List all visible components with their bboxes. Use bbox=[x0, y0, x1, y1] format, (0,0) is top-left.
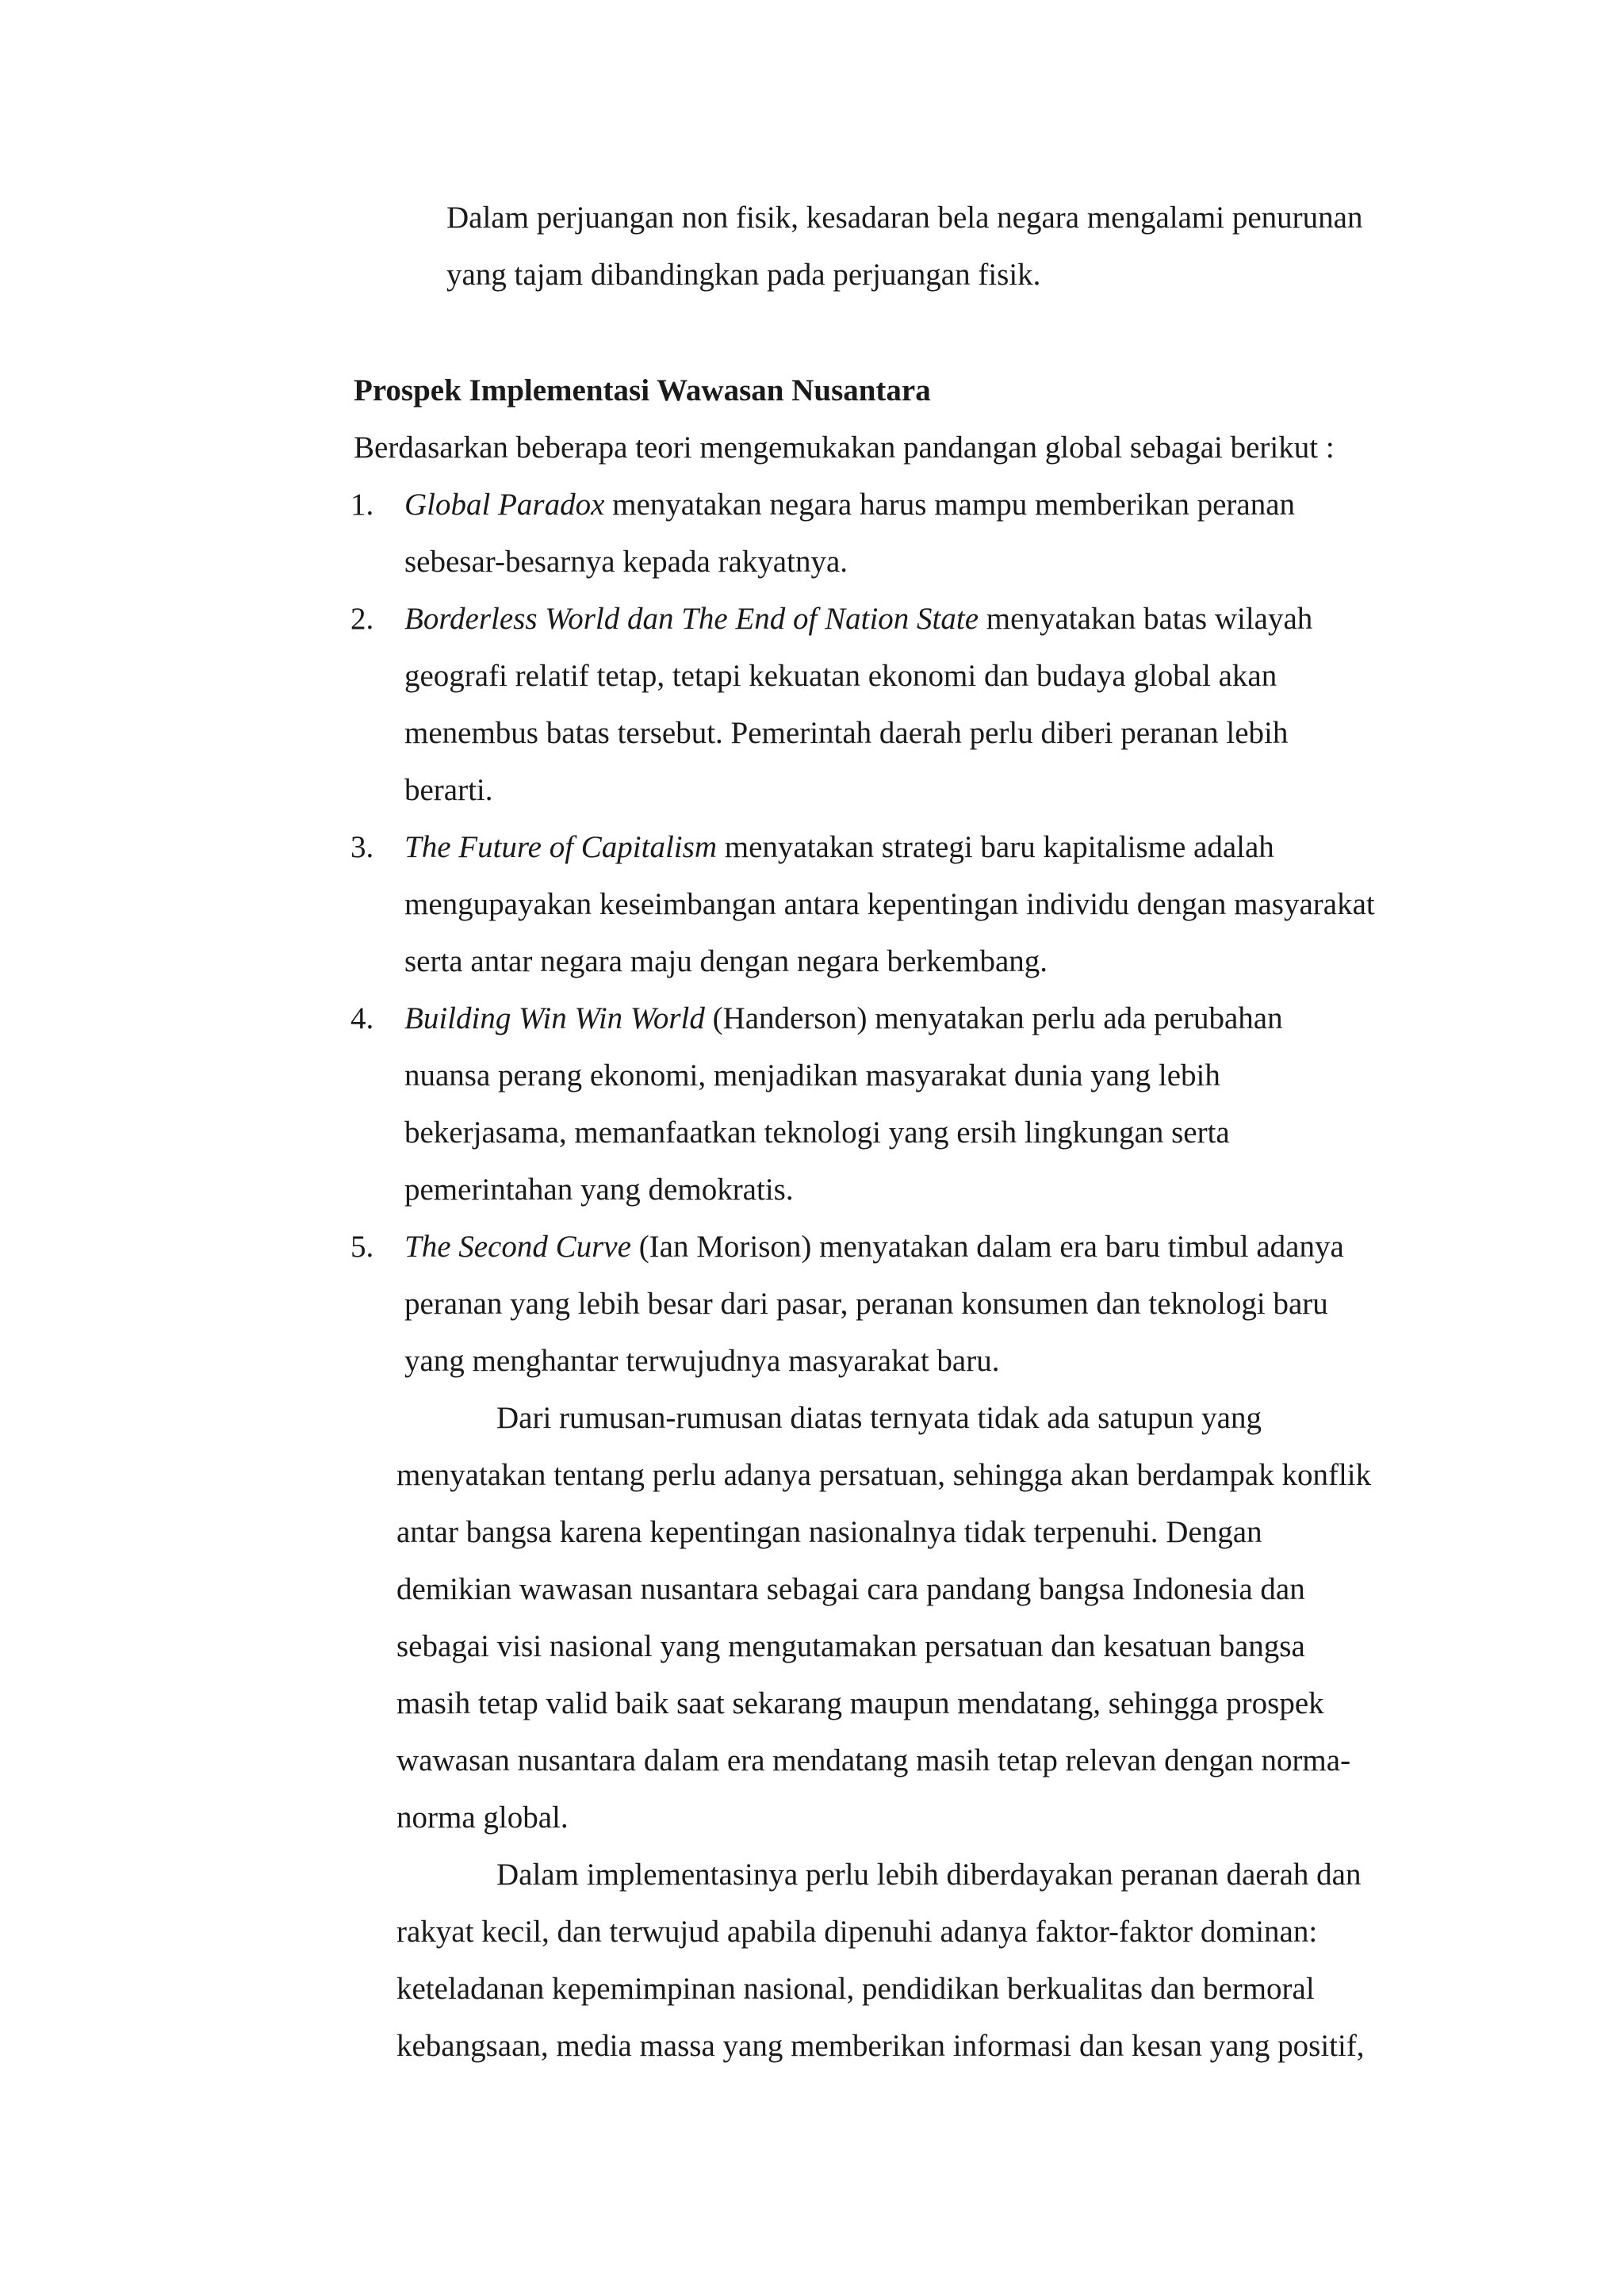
list-item-3-line-1 bbox=[404, 832, 1274, 863]
list-number-5: 5. bbox=[350, 1230, 374, 1264]
list-item-3-line-2: mengupayakan keseimbangan antara kepentingan individu dengan masyarakat bbox=[404, 887, 1375, 921]
list-item-1-line-1 bbox=[404, 489, 1295, 520]
paragraph-1-line-8: norma global. bbox=[396, 1800, 569, 1835]
list-item-5-text: (Ian Morison) menyatakan dalam era baru timbul adanya bbox=[630, 1230, 1344, 1264]
list-item-2-line-4: berarti. bbox=[404, 773, 493, 807]
list-item-4-title: Building Win Win World bbox=[404, 1001, 705, 1035]
list-item-3-text: menyatakan strategi baru kapitalisme adalah bbox=[716, 830, 1274, 864]
paragraph-1-line-7: wawasan nusantara dalam era mendatang masih tetap relevan dengan norma- bbox=[396, 1743, 1351, 1777]
list-item-2-line-3: menembus batas tersebut. Pemerintah daerah perlu diberi peranan lebih bbox=[404, 716, 1289, 750]
paragraph-1-line-3: antar bangsa karena kepentingan nasionalnya tidak terpenuhi. Dengan bbox=[396, 1515, 1262, 1549]
list-item-3-line-3: serta antar negara maju dengan negara berkembang. bbox=[404, 944, 1048, 978]
paragraph-1-line-4: demikian wawasan nusantara sebagai cara pandang bangsa Indonesia dan bbox=[396, 1572, 1305, 1606]
intro-line-2: yang tajam dibandingkan pada perjuangan fisik. bbox=[446, 258, 1041, 292]
list-item-2-title: Borderless World dan The End of Nation State bbox=[404, 602, 979, 636]
list-number-3: 3. bbox=[350, 830, 374, 864]
list-item-5-title: The Second Curve bbox=[404, 1230, 631, 1264]
section-heading: Prospek Implementasi Wawasan Nusantara bbox=[354, 373, 931, 408]
list-item-5-line-3: yang menghantar terwujudnya masyarakat baru. bbox=[404, 1344, 1000, 1378]
list-item-1-text: menyatakan negara harus mampu memberikan peranan bbox=[604, 488, 1296, 522]
list-item-4-line-4: pemerintahan yang demokratis. bbox=[404, 1173, 794, 1207]
paragraph-1-line-6: masih tetap valid baik saat sekarang maupun mendatang, sehingga prospek bbox=[396, 1686, 1324, 1720]
list-number-2: 2. bbox=[350, 602, 374, 636]
list-item-3-title: The Future of Capitalism bbox=[404, 830, 717, 864]
section-lead: Berdasarkan beberapa teori mengemukakan pandangan global sebagai berikut : bbox=[354, 430, 1335, 465]
list-item-1-line-2: sebesar-besarnya kepada rakyatnya. bbox=[404, 545, 848, 579]
list-item-4-line-3: bekerjasama, memanfaatkan teknologi yang ersih lingkungan serta bbox=[404, 1115, 1230, 1150]
paragraph-1-line-5: sebagai visi nasional yang mengutamakan persatuan dan kesatuan bangsa bbox=[396, 1629, 1305, 1663]
paragraph-2-line-1: Dalam implementasinya perlu lebih diberdayakan peranan daerah dan bbox=[496, 1858, 1362, 1892]
list-item-5-line-1 bbox=[404, 1231, 1344, 1262]
list-item-2-text: menyatakan batas wilayah bbox=[979, 602, 1313, 636]
list-item-2-line-1 bbox=[404, 603, 1312, 634]
list-item-4-line-1 bbox=[404, 1003, 1283, 1034]
list-item-1-title: Global Paradox bbox=[404, 488, 605, 522]
paragraph-1-line-1: Dari rumusan-rumusan diatas ternyata tidak ada satupun yang bbox=[496, 1401, 1262, 1435]
list-item-4-text: (Handerson) menyatakan perlu ada perubahan bbox=[704, 1001, 1283, 1035]
list-item-5-line-2: peranan yang lebih besar dari pasar, peranan konsumen dan teknologi baru bbox=[404, 1287, 1328, 1321]
paragraph-1-line-2: menyatakan tentang perlu adanya persatuan, sehingga akan berdampak konflik bbox=[396, 1458, 1372, 1492]
list-item-2-line-2: geografi relatif tetap, tetapi kekuatan ekonomi dan budaya global akan bbox=[404, 659, 1277, 693]
paragraph-2-line-3: keteladanan kepemimpinan nasional, pendidikan berkualitas dan bermoral bbox=[396, 1972, 1315, 2006]
intro-line-1: Dalam perjuangan non fisik, kesadaran bela negara mengalami penurunan bbox=[446, 201, 1363, 235]
paragraph-2-line-2: rakyat kecil, dan terwujud apabila dipenuhi adanya faktor-faktor dominan: bbox=[396, 1915, 1318, 1949]
list-item-4-line-2: nuansa perang ekonomi, menjadikan masyarakat dunia yang lebih bbox=[404, 1058, 1220, 1093]
list-number-1: 1. bbox=[350, 488, 374, 522]
list-number-4: 4. bbox=[350, 1001, 374, 1035]
paragraph-2-line-4: kebangsaan, media massa yang memberikan informasi dan kesan yang positif, bbox=[396, 2029, 1365, 2063]
